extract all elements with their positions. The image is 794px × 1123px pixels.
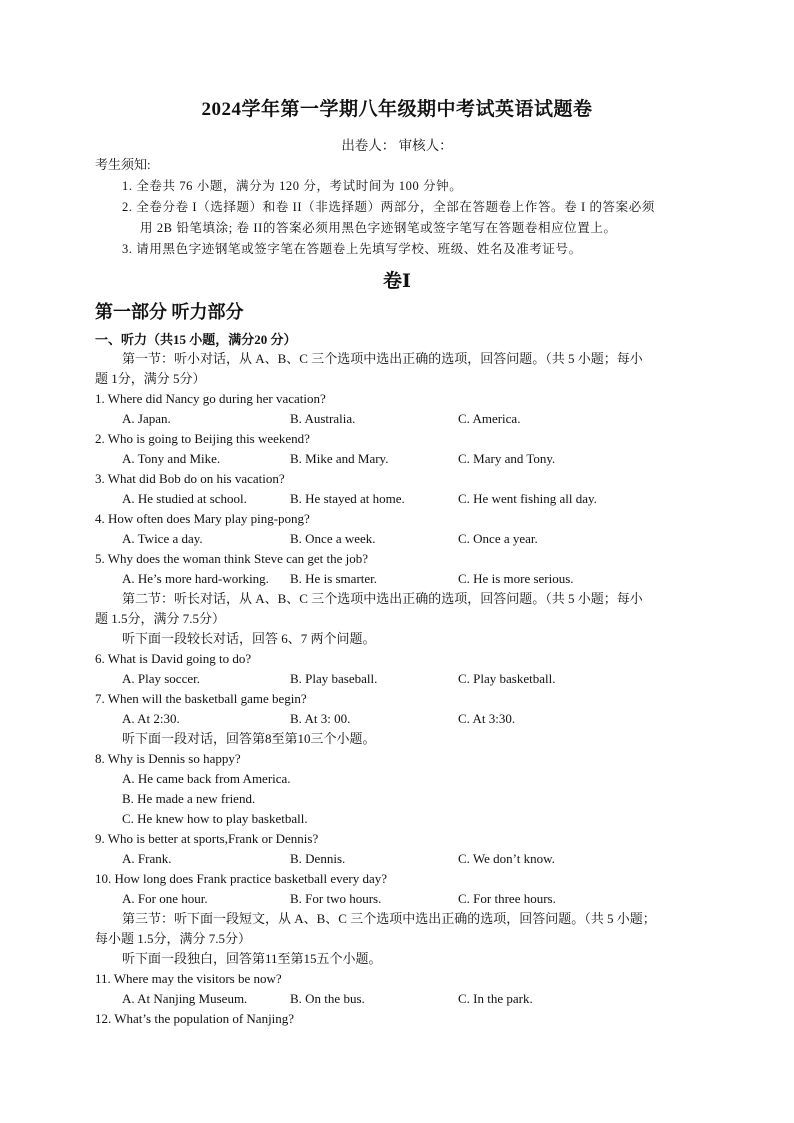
option-a: A. Twice a day. [122, 531, 203, 546]
option-a: A. He studied at school. [122, 491, 247, 506]
question: 6. What is David going to do? [95, 651, 252, 666]
option-b: B. Mike and Mary. [290, 451, 389, 466]
instruction-text: 第二节：听长对话，从 A、B、C 三个选项中选出正确的选项，回答问题。（共 5 小题；每小 [122, 591, 643, 606]
instruction-note: 听下面一段较长对话，回答 6、7 两个问题。 [122, 631, 376, 646]
question: 9. Who is better at sports,Frank or Dennis? [95, 831, 319, 846]
instruction-text: 题 1分，满分 5分） [95, 371, 206, 386]
option-a: A. Tony and Mike. [122, 451, 221, 466]
option-a: A. He came back from America. [122, 771, 291, 786]
option-b: B. Once a week. [290, 531, 376, 546]
question: 4. How often does Mary play ping-pong? [95, 511, 310, 526]
option-b: B. Australia. [290, 411, 356, 426]
instruction-note: 听下面一段对话，回答第8至第10三个小题。 [122, 731, 376, 746]
instruction-text: 每小题 1.5分，满分 7.5分） [95, 931, 252, 946]
instruction-text: 题 1.5分，满分 7.5分） [95, 611, 226, 626]
question: 10. How long does Frank practice basketball every day? [95, 871, 388, 886]
option-a: A. At 2:30. [122, 711, 180, 726]
question: 7. When will the basketball game begin? [95, 691, 307, 706]
option-a: A. For one hour. [122, 891, 208, 906]
instruction-text: 第三节：听下面一段短文，从 A、B、C 三个选项中选出正确的选项，回答问题。（共 5 小题； [122, 911, 656, 926]
part-heading: 第一部分 听力部分 [95, 302, 244, 322]
notice-item: 2. 全卷分卷 I（选择题）和卷 II（非选择题）两部分，全部在答题卷上作答。卷 I 的答案必须 [122, 200, 655, 214]
notice-item: 3. 请用黑色字迹钢笔或签字笔在答题卷上先填写学校、班级、姓名及准考证号。 [122, 242, 582, 256]
option-c: C. In the park. [458, 991, 533, 1006]
option-b: B. On the bus. [290, 991, 365, 1006]
option-c: C. He is more serious. [458, 571, 574, 586]
option-c: C. For three hours. [458, 891, 556, 906]
question: 3. What did Bob do on his vacation? [95, 471, 285, 486]
instruction-note: 听下面一段独白，回答第11至第15五个小题。 [122, 951, 382, 966]
option-a: A. He’s more hard-working. [122, 571, 269, 586]
option-b: B. He made a new friend. [122, 791, 256, 806]
question: 5. Why does the woman think Steve can get the job? [95, 551, 369, 566]
option-c: C. He knew how to play basketball. [122, 811, 308, 826]
question: 8. Why is Dennis so happy? [95, 751, 241, 766]
page-title: 2024学年第一学期八年级期中考试英语试题卷 [201, 99, 593, 120]
option-a: A. Play soccer. [122, 671, 200, 686]
option-b: B. He is smarter. [290, 571, 378, 586]
option-b: B. At 3: 00. [290, 711, 351, 726]
option-c: C. Once a year. [458, 531, 538, 546]
question: 1. Where did Nancy go during her vacation? [95, 391, 326, 406]
option-a: A. Frank. [122, 851, 172, 866]
question: 2. Who is going to Beijing this weekend? [95, 431, 310, 446]
notice-heading: 考生须知: [95, 157, 151, 172]
option-b: B. Play baseball. [290, 671, 378, 686]
option-b: B. He stayed at home. [290, 491, 405, 506]
author-line: 出卷人： 审核人： [341, 138, 453, 153]
option-c: C. We don’t know. [458, 851, 555, 866]
option-c: C. At 3:30. [458, 711, 516, 726]
option-c: C. Play basketball. [458, 671, 556, 686]
option-b: B. Dennis. [290, 851, 346, 866]
option-a: A. At Nanjing Museum. [122, 991, 248, 1006]
option-b: B. For two hours. [290, 891, 382, 906]
notice-item: 1. 全卷共 76 小题，满分为 120 分，考试时间为 100 分钟。 [122, 179, 463, 193]
option-c: C. He went fishing all day. [458, 491, 597, 506]
question: 11. Where may the visitors be now? [95, 971, 282, 986]
volume-heading: 卷Ⅰ [383, 271, 411, 292]
option-c: C. America. [458, 411, 521, 426]
option-a: A. Japan. [122, 411, 171, 426]
section-heading: 一、听力（共15 小题，满分20 分） [95, 332, 297, 347]
notice-item: 用 2B 铅笔填涂; 卷 II的答案必须用黑色字迹钢笔或签字笔写在答题卷相应位置上。 [140, 221, 617, 235]
option-c: C. Mary and Tony. [458, 451, 556, 466]
instruction-text: 第一节：听小对话，从 A、B、C 三个选项中选出正确的选项，回答问题。（共 5 小题；每小 [122, 351, 643, 366]
question: 12. What’s the population of Nanjing? [95, 1011, 295, 1026]
